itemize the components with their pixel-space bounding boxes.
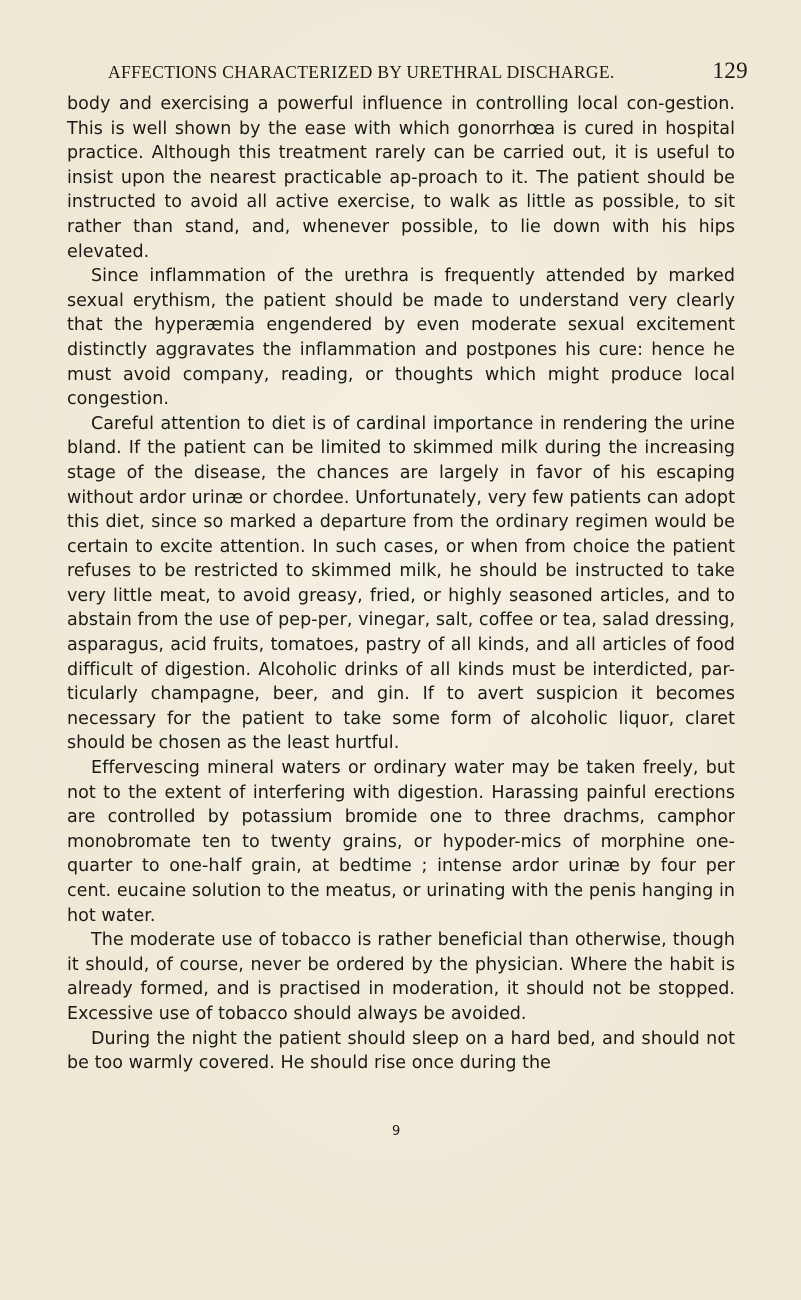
running-head — [108, 58, 748, 88]
paragraph-mineral-waters: Effervescing mineral waters or ordinary water may be taken freely, but not to the extent of interfering with digestion. Harassing painful erections are controlled by potassium bromide one to three drachms, camphor monobromate ten to twenty grains, or hypoder-mics of morphine one-quarter to one-half grain, at bedtime ; intense ardor urinæ by four per cent. eucaine solution to the meatus, or urinating with the penis hanging in hot water. — [67, 758, 735, 926]
page-number: 129 — [712, 58, 748, 83]
signature-mark: 9 — [392, 1124, 401, 1139]
paragraph-tobacco: The moderate use of tobacco is rather beneficial than otherwise, though it should, of course, never be ordered by the physician. Where the habit is already formed, and is practised in moderation, it should not be stopped. Excessive use of tobacco should always be avoided. — [67, 930, 735, 1024]
paragraph-continuation: body and exercising a powerful influence in controlling local con-gestion. This is well shown by the ease with which gonorrhœa is cured in hospital practice. Although this treatment rarely can be carried out, it is useful to insist upon the nearest practicable ap-proach to it. The patient should be instructed to avoid all active exercise, to walk as little as possible, to sit rather than stand, and, whenever possible, to lie down with his hips elevated. — [67, 94, 735, 262]
running-title: AFFECTIONS CHARACTERIZED BY URETHRAL DISCHARGE. — [108, 62, 615, 82]
body-text — [67, 92, 735, 1076]
paragraph-night: During the night the patient should sleep on a hard bed, and should not be too warmly covered. He should rise once during the — [67, 1028, 735, 1074]
paragraph-sexual-erythism: Since inflammation of the urethra is frequently attended by marked sexual erythism, the patient should be made to understand very clearly that the hyperæmia engendered by even moderate sexual excitement distinctly aggravates the inflammation and postpones his cure: hence he must avoid company, reading, or thoughts which might produce local congestion. — [67, 266, 735, 410]
paragraph-diet: Careful attention to diet is of cardinal importance in rendering the urine bland. If the patient can be limited to skimmed milk during the increasing stage of the disease, the chances are largely in favor of his escaping without ardor urinæ or chordee. Unfortunately, very few patients can adopt this diet, since so marked a departure from the ordinary regimen would be certain to excite attention. In such cases, or when from choice the patient refuses to be restricted to skimmed milk, he should be instructed to take very little meat, to avoid greasy, fried, or highly seasoned articles, and to abstain from the use of pep-per, vinegar, salt, coffee or tea, salad dressing, asparagus, acid fruits, tomatoes, pastry of all kinds, and all articles of food difficult of digestion. Alcoholic drinks of all kinds must be interdicted, par-ticularly champagne, beer, and gin. If to avert suspicion it becomes necessary for the patient to take some form of alcoholic liquor, claret should be chosen as the least hurtful. — [67, 413, 735, 754]
